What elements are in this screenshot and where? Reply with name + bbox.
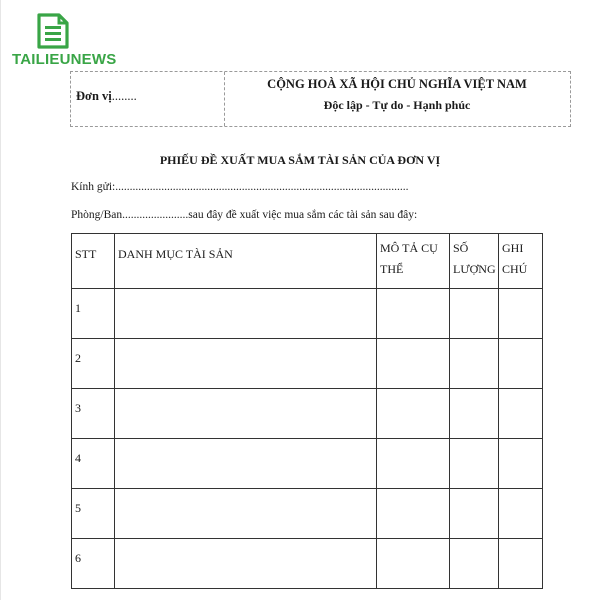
- col-header-danh-muc: DANH MỤC TÀI SẢN: [115, 234, 377, 289]
- cell-ghi-chu[interactable]: [499, 289, 543, 339]
- page-edge: [0, 0, 1, 600]
- cell-danh-muc[interactable]: [115, 389, 377, 439]
- col-header-ghi-chu: GHI CHÚ: [499, 234, 543, 289]
- table-row: [72, 489, 543, 539]
- cell-mo-ta[interactable]: [377, 489, 450, 539]
- national-title: CỘNG HOÀ XÃ HỘI CHỦ NGHĨA VIỆT NAM: [267, 77, 527, 91]
- cell-mo-ta[interactable]: [377, 339, 450, 389]
- cell-danh-muc[interactable]: [115, 339, 377, 389]
- cell-mo-ta[interactable]: [377, 389, 450, 439]
- cell-ghi-chu[interactable]: [499, 489, 543, 539]
- cell-stt: 1: [72, 289, 115, 339]
- document-icon: [35, 12, 71, 50]
- cell-so-luong[interactable]: [450, 439, 499, 489]
- cell-so-luong[interactable]: [450, 289, 499, 339]
- cell-stt: 2: [72, 339, 115, 389]
- table-row: [72, 289, 543, 339]
- kinh-gui-line: Kính gửi:......................................................................................................: [71, 181, 409, 193]
- cell-ghi-chu[interactable]: [499, 339, 543, 389]
- table-row: [72, 389, 543, 439]
- cell-stt: 5: [72, 489, 115, 539]
- brand-logo: [12, 12, 117, 72]
- cell-so-luong[interactable]: [450, 539, 499, 589]
- cell-ghi-chu[interactable]: [499, 539, 543, 589]
- cell-stt: 3: [72, 389, 115, 439]
- col-header-mo-ta: MÔ TẢ CỤ THỂ: [377, 234, 450, 289]
- cell-danh-muc[interactable]: [115, 439, 377, 489]
- org-field: [76, 89, 137, 104]
- national-motto: Độc lập - Tự do - Hạnh phúc: [323, 98, 471, 112]
- table-row: [72, 339, 543, 389]
- cell-stt: 6: [72, 539, 115, 589]
- cell-danh-muc[interactable]: [115, 289, 377, 339]
- cell-stt: 4: [72, 439, 115, 489]
- cell-ghi-chu[interactable]: [499, 389, 543, 439]
- cell-so-luong[interactable]: [450, 339, 499, 389]
- cell-so-luong[interactable]: [450, 389, 499, 439]
- org-dots: ........: [111, 89, 137, 103]
- cell-danh-muc[interactable]: [115, 539, 377, 589]
- col-header-stt: STT: [72, 234, 115, 289]
- cell-mo-ta[interactable]: [377, 289, 450, 339]
- cell-mo-ta[interactable]: [377, 439, 450, 489]
- phong-ban-line: Phòng/Ban.......................sau đây đề xuất việc mua sắm các tài sản sau đây:: [71, 209, 418, 221]
- brand-wordmark: TAILIEUNEWS: [12, 51, 117, 68]
- table-row: [72, 539, 543, 589]
- cell-danh-muc[interactable]: [115, 489, 377, 539]
- col-header-so-luong: SỐ LƯỢNG: [450, 234, 499, 289]
- table-header-row: [72, 234, 543, 289]
- cell-mo-ta[interactable]: [377, 539, 450, 589]
- cell-so-luong[interactable]: [450, 489, 499, 539]
- asset-table: [71, 233, 543, 589]
- table-row: [72, 439, 543, 489]
- cell-ghi-chu[interactable]: [499, 439, 543, 489]
- document-header: [70, 71, 571, 127]
- org-label: Đơn vị: [76, 89, 112, 103]
- form-title: PHIẾU ĐỀ XUẤT MUA SẮM TÀI SẢN CỦA ĐƠN VỊ: [159, 153, 441, 167]
